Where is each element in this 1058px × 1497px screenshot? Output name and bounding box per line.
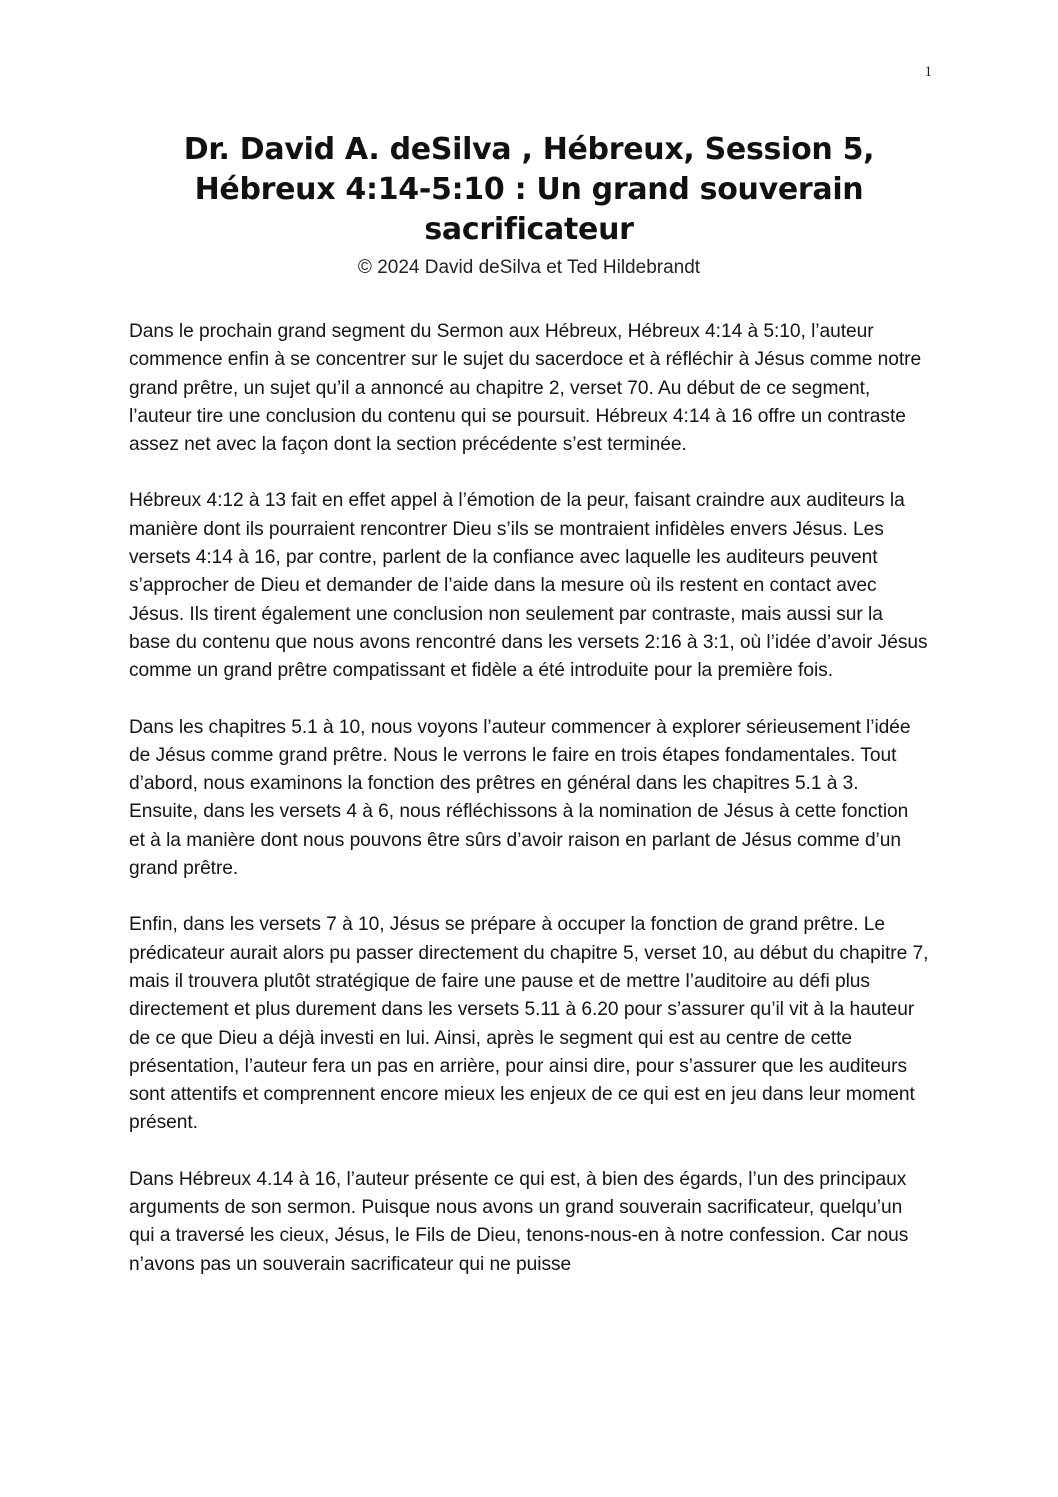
paragraph-2: Hébreux 4:12 à 13 fait en effet appel à l’émotion de la peur, faisant craindre aux auditeurs la manière dont ils pourraient rencontrer Dieu s’ils se montraient infidèles envers Jésus. Les versets 4:14 à 16, par contre, parlent de la confiance avec laquelle les auditeurs peuvent s’approcher de Dieu et demander de l’aide dans la mesure où ils restent en contact avec Jésus. Ils tirent également une conclusion non seulement par contraste, mais aussi sur la base du contenu que nous avons rencontré dans les versets 2:16 à 3:1, où l’idée d’avoir Jésus comme un grand prêtre compatissant et fidèle a été introduite pour la première fois.: [129, 490, 928, 682]
document-title: [130, 130, 928, 250]
document-header: [130, 130, 928, 280]
paragraph-5: Dans Hébreux 4.14 à 16, l’auteur présente ce qui est, à bien des égards, l’un des principaux arguments de son sermon. Puisque nous avons un grand souverain sacrificateur, quelqu’un qui a traversé les cieux, Jésus, le Fils de Dieu, tenons-nous-en à notre confession. Car nous n’avons pas un souverain sacrificateur qui ne puisse: [129, 1168, 909, 1275]
paragraph-4: Enfin, dans les versets 7 à 10, Jésus se prépare à occuper la fonction de grand prêtre. Le prédicateur aurait alors pu passer directement du chapitre 5, verset 10, au début du chapitre 7, mais il trouvera plutôt stratégique de faire une pause et de mettre l’auditoire au défi plus directement et plus durement dans les versets 5.11 à 6.20 pour s’assurer qu’il vit à la hauteur de ce que Dieu a déjà investi en lui. Ainsi, après le segment qui est au centre de cette présentation, l’auteur fera un pas en arrière, pour ainsi dire, pour s’assurer que les auditeurs sont attentifs et comprennent encore mieux les enjeux de ce qui est en jeu dans leur moment présent.: [129, 914, 929, 1134]
copyright-notice: © 2024 David deSilva et Ted Hildebrandt: [357, 257, 701, 278]
document-body: [129, 318, 929, 1307]
paragraph-1: Dans le prochain grand segment du Sermon aux Hébreux, Hébreux 4:14 à 5:10, l’auteur commence enfin à se concentrer sur le sujet du sacerdoce et à réfléchir à Jésus comme notre grand prêtre, un sujet qu’il a annoncé au chapitre 2, verset 70. Au début de ce segment, l’auteur tire une conclusion du contenu qui se poursuit. Hébreux 4:14 à 16 offre un contraste assez net avec la façon dont la section précédente s’est terminée.: [129, 321, 922, 456]
title-line-1: Dr. David A. deSilva , Hébreux, Session 5,: [183, 132, 875, 167]
title-line-3: sacrificateur: [424, 212, 634, 247]
page-number: 1: [924, 64, 932, 80]
paragraph-3: Dans les chapitres 5.1 à 10, nous voyons l’auteur commencer à explorer sérieusement l’idée de Jésus comme grand prêtre. Nous le verrons le faire en trois étapes fondamentales. Tout d’abord, nous examinons la fonction des prêtres en général dans les chapitres 5.1 à 3. Ensuite, dans les versets 4 à 6, nous réfléchissons à la nomination de Jésus à cette fonction et à la manière dont nous pouvons être sûrs d’avoir raison en parlant de Jésus comme d’un grand prêtre.: [129, 716, 911, 880]
title-line-2: Hébreux 4:14-5:10 : Un grand souverain: [194, 172, 864, 207]
